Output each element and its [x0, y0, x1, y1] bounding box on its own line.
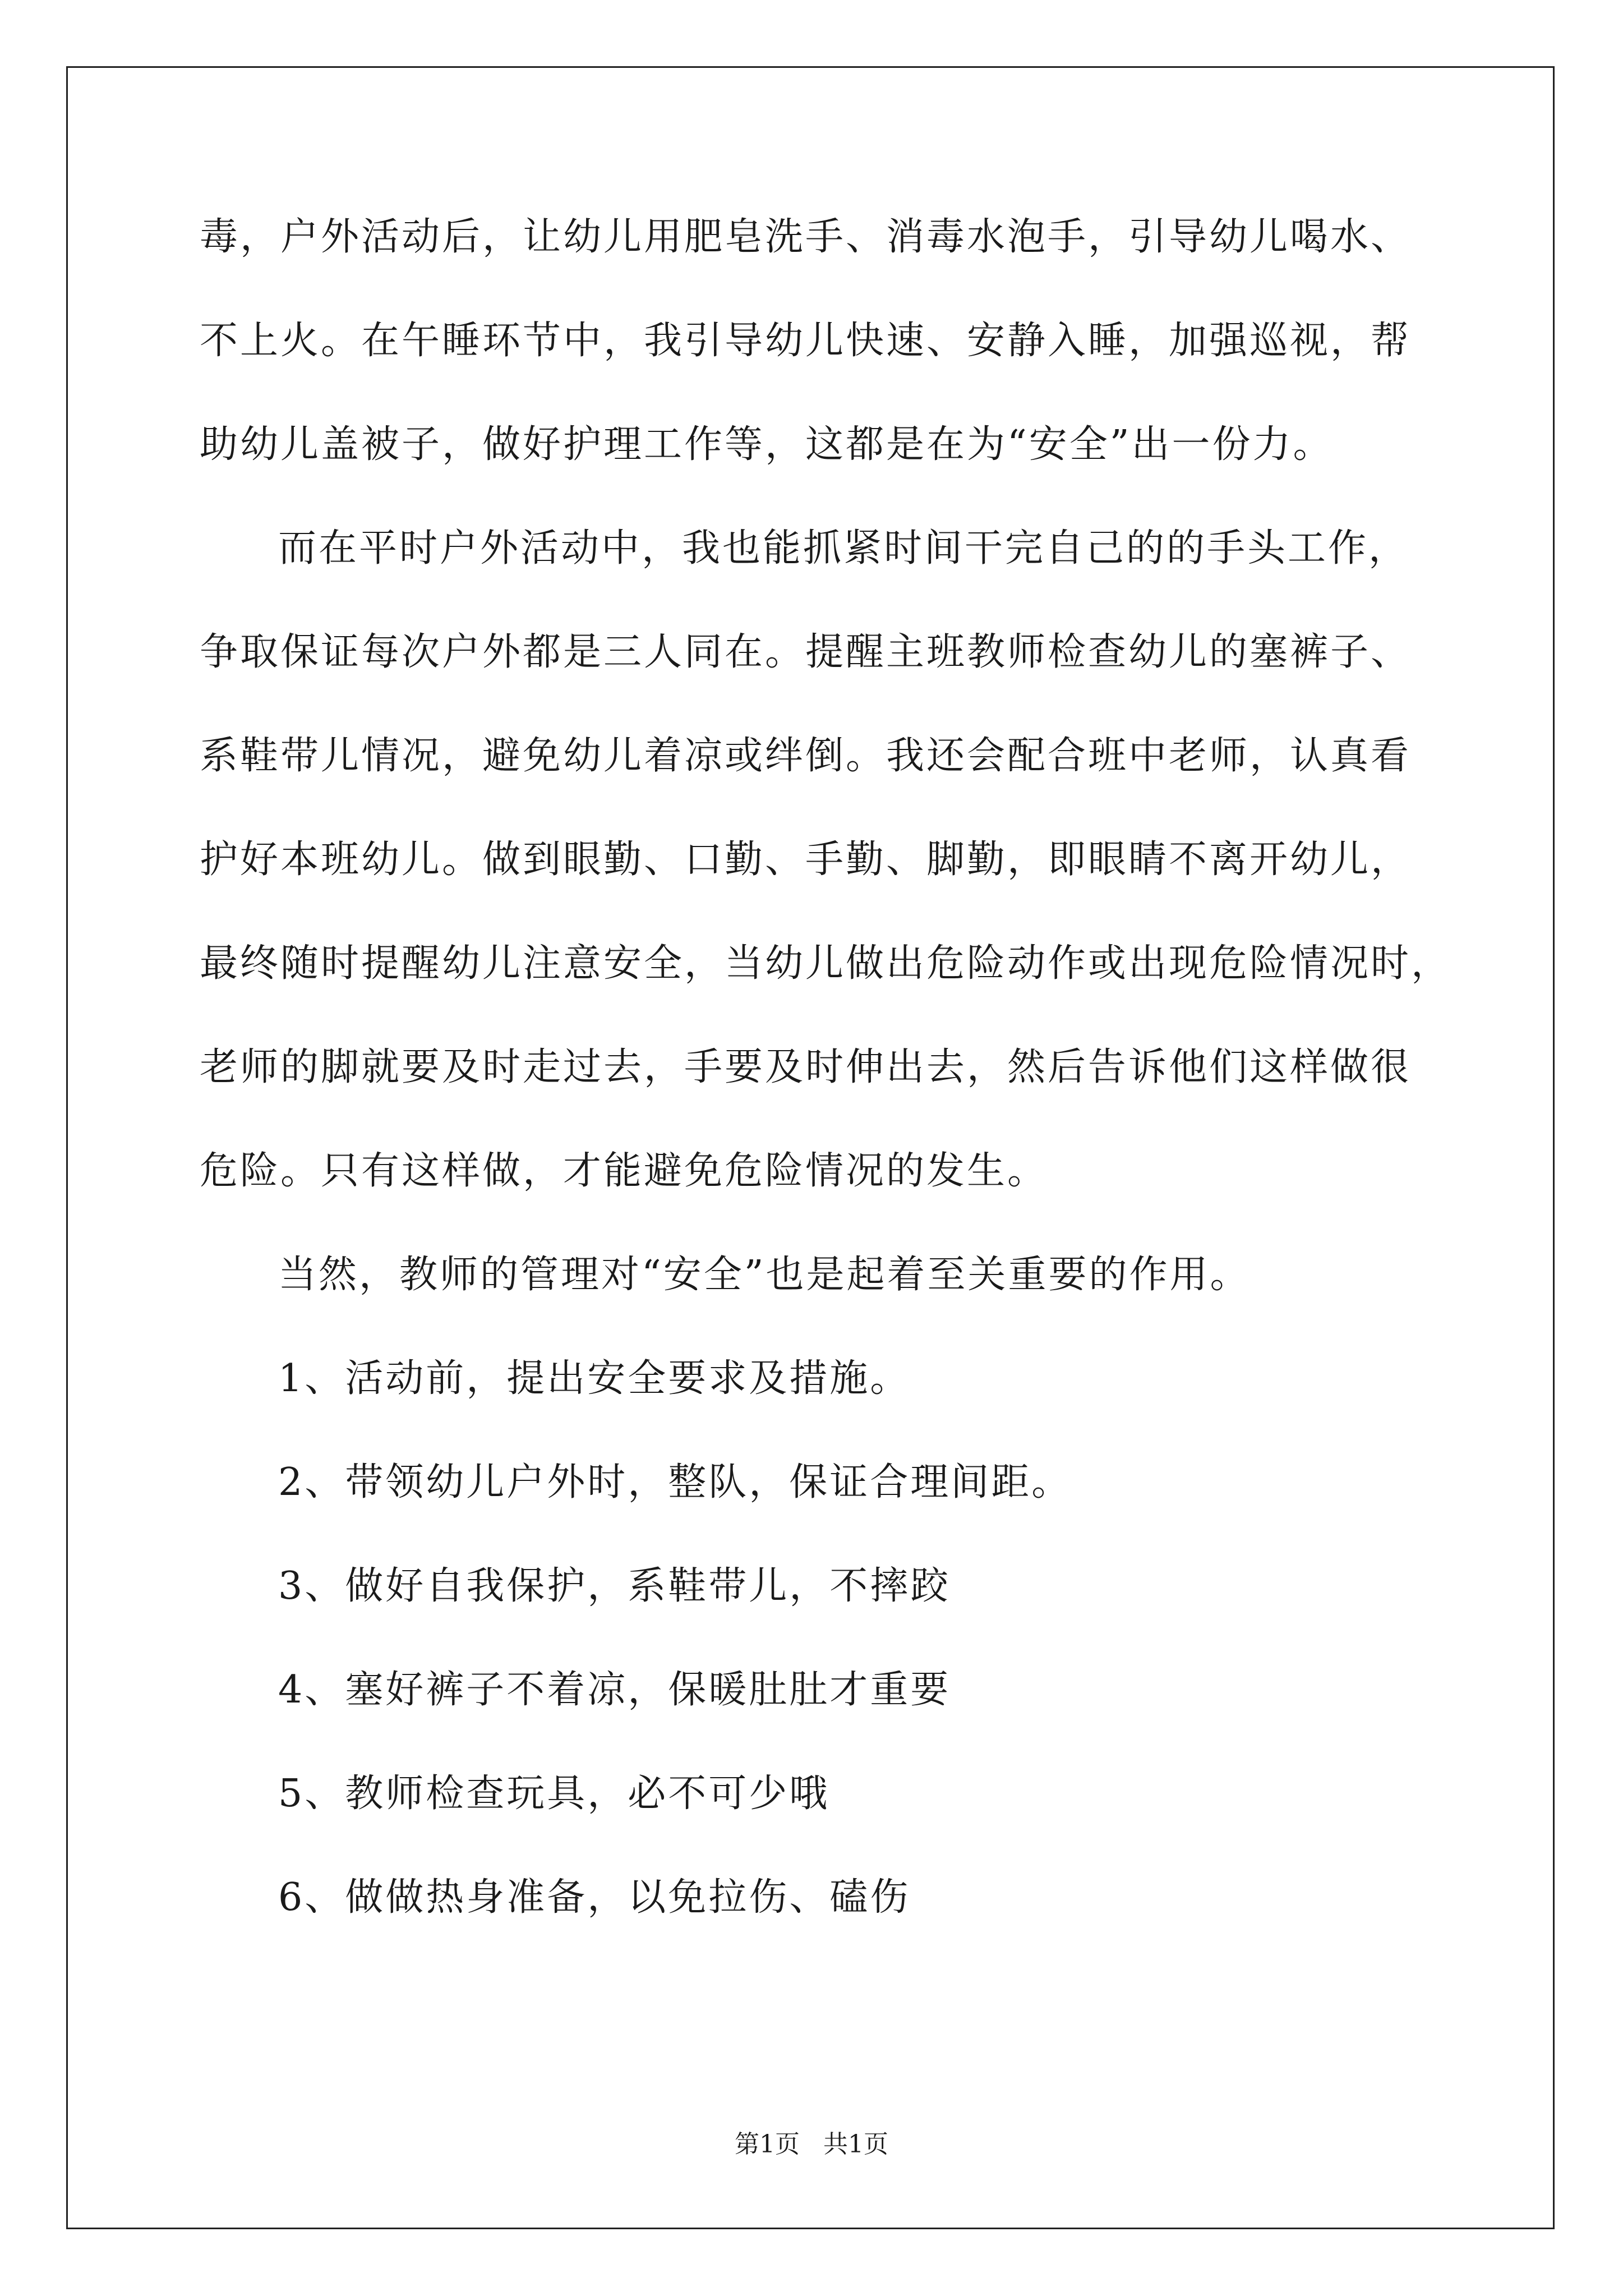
text-line: 争取保证每次户外都是三人同在。提醒主班教师检查幼儿的塞裤子、: [200, 630, 1412, 674]
text-line: 危险。只有这样做，才能避免危险情况的发生。: [200, 1149, 1048, 1193]
text-line: 系鞋带儿情况，避免幼儿着凉或绊倒。我还会配合班中老师，认真看: [200, 734, 1412, 778]
paragraph-start-line: 而在平时户外活动中，我也能抓紧时间干完自己的的手头工作，: [278, 526, 1409, 570]
list-item: 6、做做热身准备，以免拉伤、磕伤: [278, 1875, 911, 1920]
text-line: 助幼儿盖被子，做好护理工作等，这都是在为“安全”出一份力。: [200, 422, 1334, 467]
page-footer: 第1页 共1页: [735, 2130, 888, 2159]
list-item: 3、做好自我保护，系鞋带儿，不摔跤: [278, 1564, 951, 1608]
list-item: 5、教师检查玩具，必不可少哦: [278, 1772, 830, 1816]
list-item: 4、塞好裤子不着凉，保暖肚肚才重要: [278, 1668, 951, 1712]
list-item: 2、带领幼儿户外时，整队，保证合理间距。: [278, 1460, 1072, 1504]
text-line: 不上火。在午睡环节中，我引导幼儿快速、安静入睡，加强巡视，帮: [200, 319, 1412, 363]
text-line: 老师的脚就要及时走过去，手要及时伸出去，然后告诉他们这样做很: [200, 1045, 1412, 1089]
paragraph-start-line: 当然，教师的管理对“安全”也是起着至关重要的作用。: [278, 1253, 1251, 1297]
list-item: 1、活动前，提出安全要求及措施。: [278, 1356, 911, 1401]
text-line: 毒，户外活动后，让幼儿用肥皂洗手、消毒水泡手，引导幼儿喝水、: [200, 215, 1412, 259]
text-line: 最终随时提醒幼儿注意安全，当幼儿做出危险动作或出现危险情况时，: [200, 941, 1452, 986]
text-line: 护好本班幼儿。做到眼勤、口勤、手勤、脚勤，即眼睛不离开幼儿，: [200, 838, 1412, 882]
